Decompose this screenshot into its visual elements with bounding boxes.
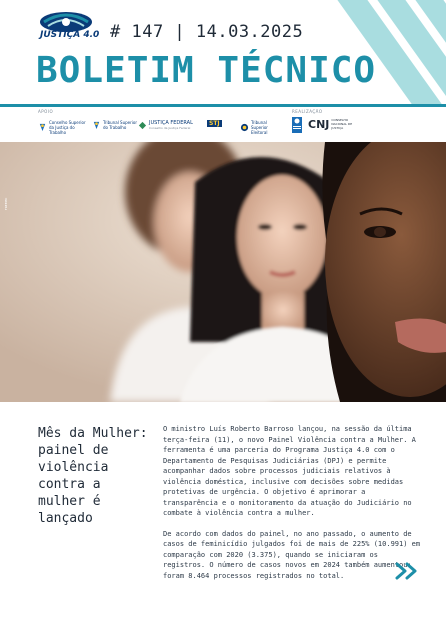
hero-photo [0,142,446,402]
partner-tst: Tribunal Superior do Trabalho [92,120,137,130]
cnj-logo-icon: CNJ [308,117,330,131]
logo-text: JUSTIÇA 4.0 [40,30,100,40]
tse-logo-icon [240,123,249,132]
partner-cnj: CNJ CONSELHO NACIONAL DE JUSTIÇA [308,117,353,131]
partners-bar [0,104,446,142]
csjt-logo-icon [38,123,47,132]
tst-logo-icon [92,121,101,130]
partner-csjt: Conselho Superior da Justiça do Trabalho [38,120,87,135]
photo-credit: FREEPIK [4,197,8,210]
hero-image [0,142,446,402]
article-headline: Mês da Mulher: painel de violência contra a mulher é lançado [38,426,148,526]
undp-logo-icon [292,117,302,133]
partner-tse: Tribunal Superior Eleitoral [240,120,281,135]
partner-cjf: JUSTIÇA FEDERAL Conselho da Justiça Federal [138,120,203,130]
apoio-label: APOIO [38,109,54,114]
stj-logo-icon: STJ [209,120,220,127]
divider [0,104,446,107]
realizacao-label: REALIZAÇÃO [292,109,323,114]
issue-number-date: # 147 | 14.03.2025 [110,22,304,42]
double-chevron-right-icon[interactable] [395,562,419,580]
article-paragraph: De acordo com dados do painel, no ano passado, o aumento de casos de feminicídio julgados foi de mais de 225% (10.991) em comparação com 2020 (3.375), quando se iniciaram os registros. O número de casos novos em 2024 também aumentou: foram 8.464 processos registrados no total. [163,529,421,580]
cjf-logo-icon [138,121,147,130]
partner-stj [207,120,222,127]
page-title: BOLETIM TÉCNICO [36,50,377,91]
header [0,0,446,104]
article-body [163,424,421,591]
partner-undp [292,117,302,133]
article-paragraph: O ministro Luís Roberto Barroso lançou, na sessão da última terça-feira (11), o novo Painel Violência contra a Mulher. A ferramenta é uma parceria do Programa Justiça 4.0 com o Departamento de Pesquisas Judiciárias (DPJ) e permite acompanhar dados sobre processos judiciais relativos à violência doméstica, inclusive com decisões sobre medidas protetivas de urgência. O objetivo é aprimorar a transparência e o monitoramento da atuação do Judiciário no combate à violência contra a mulher. [163,425,416,517]
